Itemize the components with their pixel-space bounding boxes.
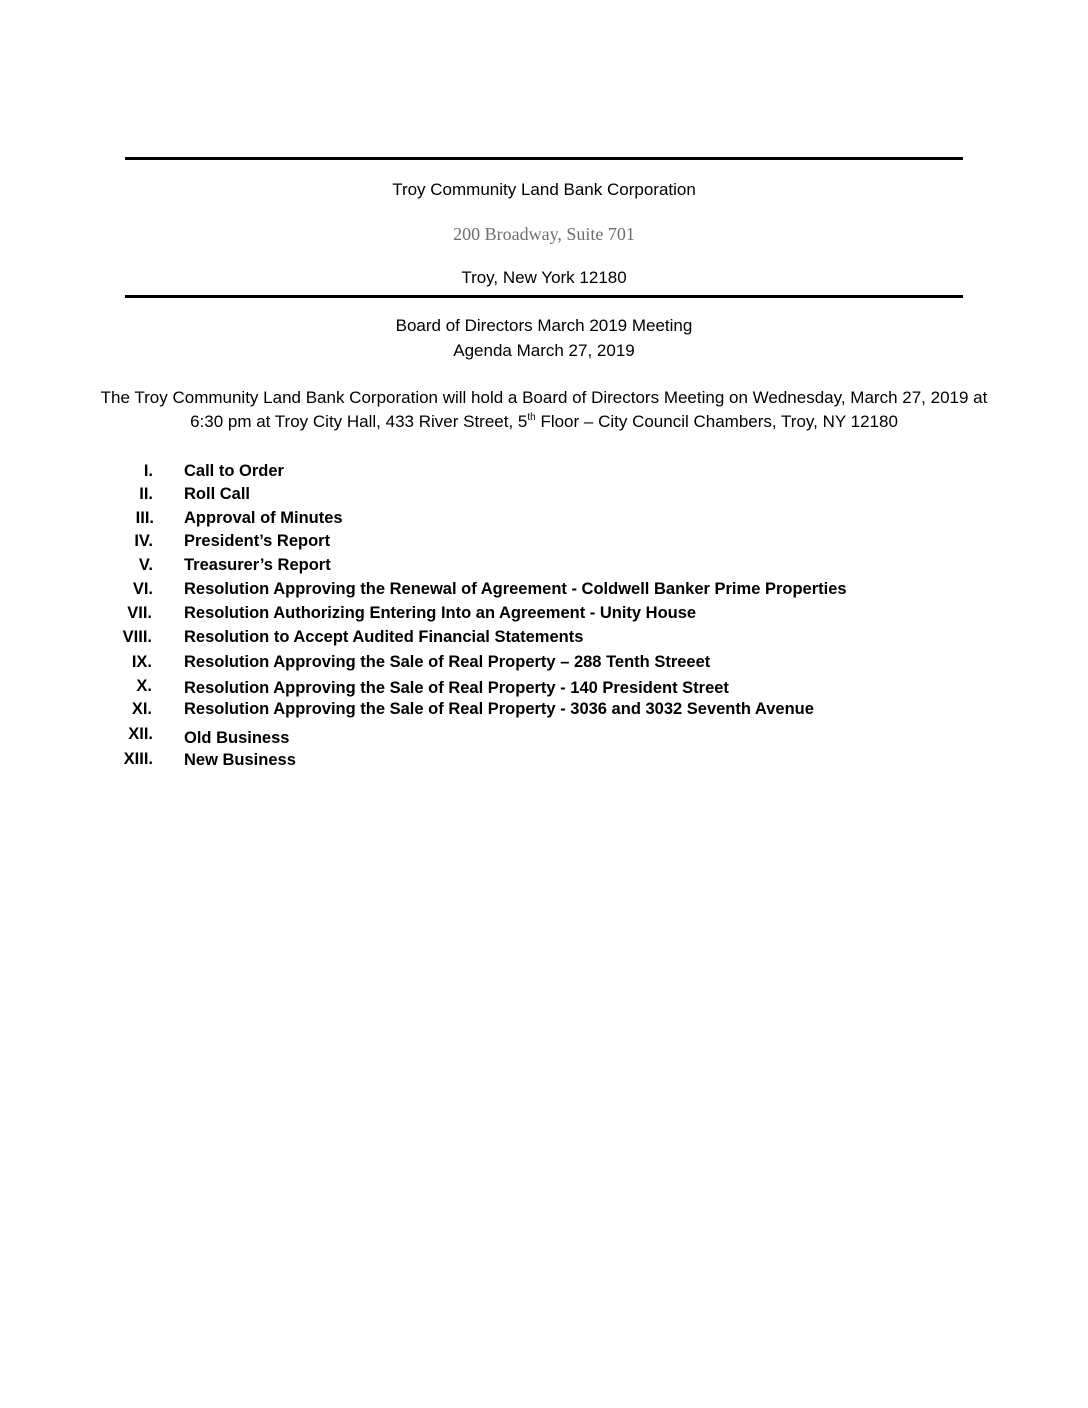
- organization-city: Troy, New York 12180: [461, 268, 627, 287]
- agenda-item-text: Resolution Authorizing Entering Into an Agreement - Unity House: [184, 604, 697, 622]
- agenda-item-number: XI.: [131, 700, 152, 718]
- agenda-item: [0, 723, 1088, 745]
- agenda-item-text: Call to Order: [184, 462, 284, 480]
- agenda-item-text: Resolution Approving the Renewal of Agreement - Coldwell Banker Prime Properties: [184, 580, 847, 598]
- agenda-item-text: Roll Call: [184, 485, 251, 503]
- ordinal-suffix: th: [527, 412, 536, 423]
- agenda-item: [0, 483, 1088, 505]
- agenda-item: [0, 578, 1088, 600]
- agenda-item-text: New Business: [184, 751, 296, 769]
- agenda-item-text: Treasurer’s Report: [184, 556, 331, 574]
- agenda-item-text: Resolution Approving the Sale of Real Property - 140 President Street: [184, 679, 729, 697]
- agenda-item-text: Old Business: [184, 729, 290, 747]
- agenda-item-number: IX.: [131, 653, 152, 671]
- agenda-item: [0, 530, 1088, 552]
- announcement-text-end: Floor – City Council Chambers, Troy, NY 12180: [535, 412, 898, 431]
- agenda-item-number: XII.: [128, 725, 153, 743]
- agenda-item-text: Approval of Minutes: [184, 509, 343, 527]
- agenda-item-text: Resolution to Accept Audited Financial Statements: [184, 628, 584, 646]
- agenda-item-number: II.: [139, 485, 153, 503]
- agenda-item: [0, 651, 1088, 673]
- agenda-item-number: XIII.: [123, 750, 153, 768]
- agenda-item-text: Resolution Approving the Sale of Real Property - 3036 and 3032 Seventh Avenue: [184, 700, 814, 718]
- agenda-item: [0, 626, 1088, 648]
- organization-address: 200 Broadway, Suite 701: [453, 224, 635, 244]
- agenda-item-number: VII.: [127, 604, 152, 622]
- agenda-item: [0, 602, 1088, 624]
- agenda-item: [0, 698, 1088, 720]
- agenda-item-number: VI.: [132, 580, 153, 598]
- agenda-item-text: Resolution Approving the Sale of Real Property – 288 Tenth Streeet: [184, 653, 711, 671]
- agenda-item: [0, 554, 1088, 576]
- agenda-item-number: V.: [138, 556, 153, 574]
- organization-name: Troy Community Land Bank Corporation: [392, 180, 696, 199]
- agenda-item: [0, 460, 1088, 482]
- agenda-item-number: X.: [136, 677, 152, 695]
- agenda-item: [0, 507, 1088, 529]
- meeting-title: Board of Directors March 2019 Meeting: [395, 316, 693, 335]
- agenda-item-number: VIII.: [122, 628, 152, 646]
- agenda-item: [0, 675, 1088, 697]
- agenda-item-number: IV.: [134, 532, 153, 550]
- agenda-item-text: President’s Report: [184, 532, 331, 550]
- agenda-date: Agenda March 27, 2019: [453, 341, 635, 360]
- agenda-item-number: III.: [135, 509, 154, 527]
- announcement-text-start: The Troy Community Land Bank Corporation will hold a Board of Directors Meeting on Wednesday, March 27, 2019 at 6:30 pm at Troy City Hall, 433 River Street, 5: [100, 388, 988, 431]
- agenda-item-number: I.: [143, 462, 153, 480]
- agenda-item: [0, 748, 1088, 770]
